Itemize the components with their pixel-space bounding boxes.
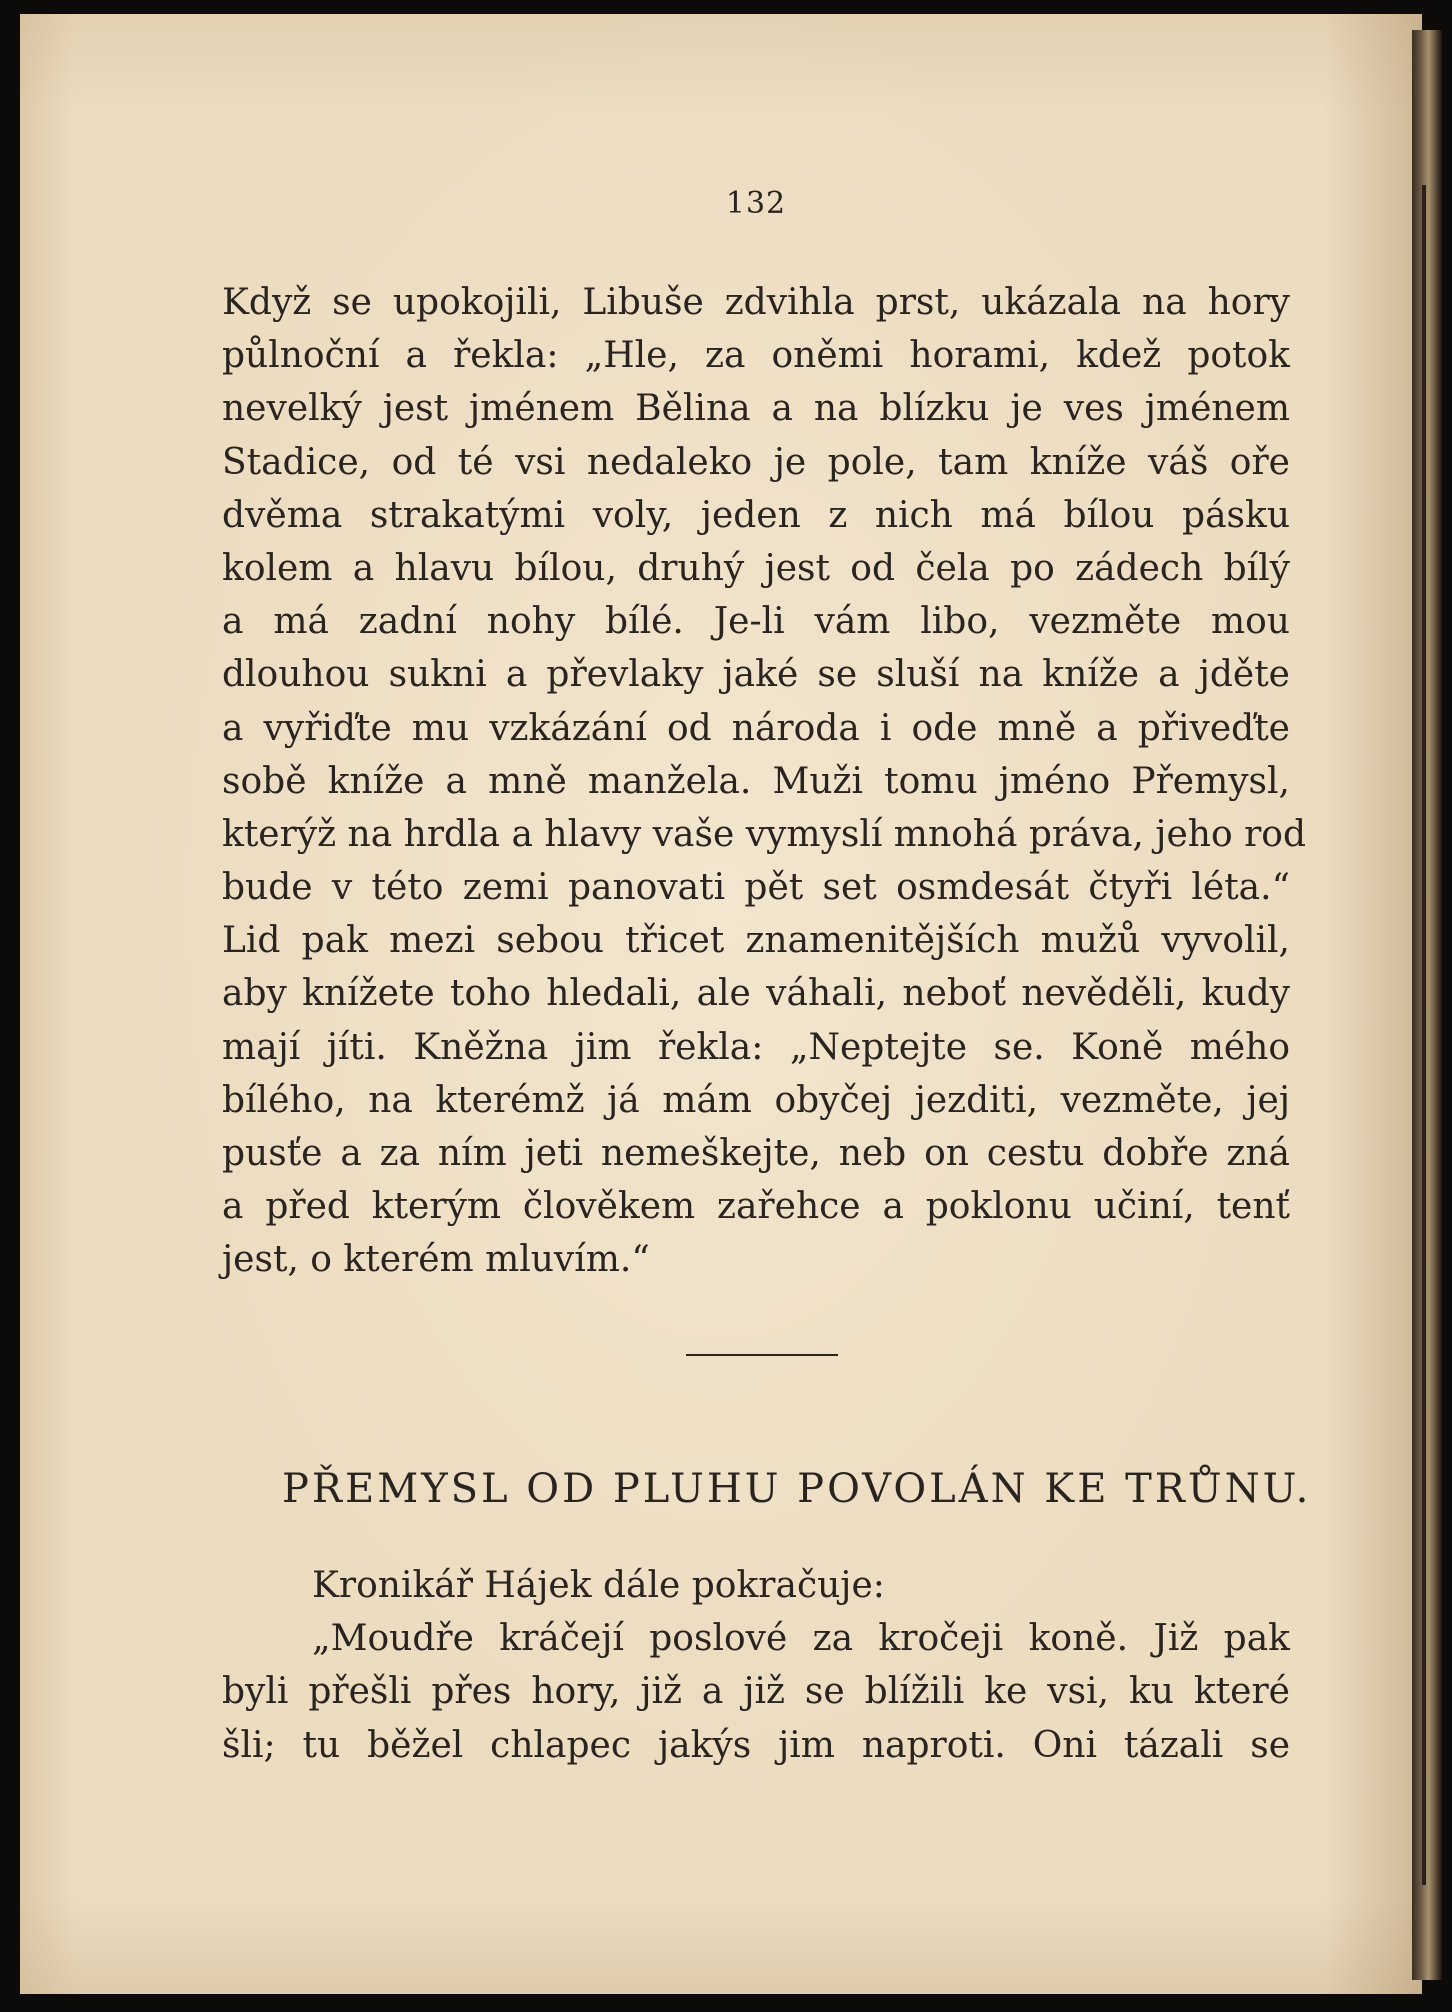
section-divider	[686, 1354, 838, 1356]
text-line: mají jíti. Kněžna jim řekla: „Neptejte se. Koně mého	[222, 1026, 1290, 1068]
text-line: bude v této zemi panovati pět set osmdesát čtyři léta.“	[222, 867, 1290, 909]
text-line: nevelký jest jménem Bělina a na blízku je ves jménem	[222, 388, 1290, 430]
text-line: jest, o kterém mluvím.“	[222, 1239, 650, 1281]
text-line: Když se upokojili, Libuše zdvihla prst, ukázala na hory	[222, 282, 1290, 323]
text-line: Stadice, od té vsi nedaleko je pole, tam kníže váš oře	[222, 441, 1290, 483]
text-line: Lid pak mezi sebou třicet znamenitějších mužů vyvolil,	[222, 920, 1290, 962]
text-line: Kronikář Hájek dále pokračuje:	[312, 1565, 885, 1606]
text-line: půlnoční a řekla: „Hle, za oněmi horami, kdež potok	[222, 335, 1290, 377]
text-line: dlouhou sukni a převlaky jaké se sluší na kníže a jděte	[222, 654, 1290, 696]
text-line: a má zadní nohy bílé. Je-li vám libo, vezměte mou	[222, 601, 1290, 643]
section-heading: PŘEMYSL OD PLUHU POVOLÁN KE TRŮNU.	[282, 1466, 1312, 1512]
book-spine-edge	[1412, 30, 1442, 1980]
text-line: byli přešli přes hory, již a již se blížili ke vsi, ku které	[222, 1671, 1290, 1713]
text-line: a vyřiďte mu vzkázání od národa i ode mně a přiveďte	[222, 707, 1290, 749]
text-line: sobě kníže a mně manžela. Muži tomu jméno Přemysl,	[222, 760, 1290, 802]
text-line: aby knížete toho hledali, ale váhali, neboť nevěděli, kudy	[222, 973, 1290, 1015]
text-line: šli; tu běžel chlapec jakýs jim naproti. Oni tázali se	[222, 1724, 1290, 1766]
paragraph-libuse-speech	[222, 276, 1306, 1287]
page-edge-shadow	[1422, 185, 1426, 1885]
text-line: pusťe a za ním jeti nemeškejte, neb on cestu dobře zná	[222, 1133, 1290, 1174]
text-line: bílého, na kterémž já mám obyčej jezditi, vezměte, jej	[222, 1079, 1290, 1121]
paragraph-chronicle	[222, 1559, 1290, 1772]
text-line: a před kterým člověkem zařehce a poklonu učiní, tenť	[222, 1186, 1290, 1228]
text-line: kterýž na hrdla a hlavy vaše vymyslí mnohá práva, jeho rod	[222, 813, 1306, 855]
text-line: dvěma strakatými voly, jeden z nich má bílou pásku	[222, 494, 1290, 536]
text-line: „Moudře kráčejí poslové za kročeji koně. Již pak	[312, 1618, 1290, 1660]
text-line: kolem a hlavu bílou, druhý jest od čela po zádech bílý	[222, 547, 1290, 589]
page-number: 132	[725, 186, 787, 221]
